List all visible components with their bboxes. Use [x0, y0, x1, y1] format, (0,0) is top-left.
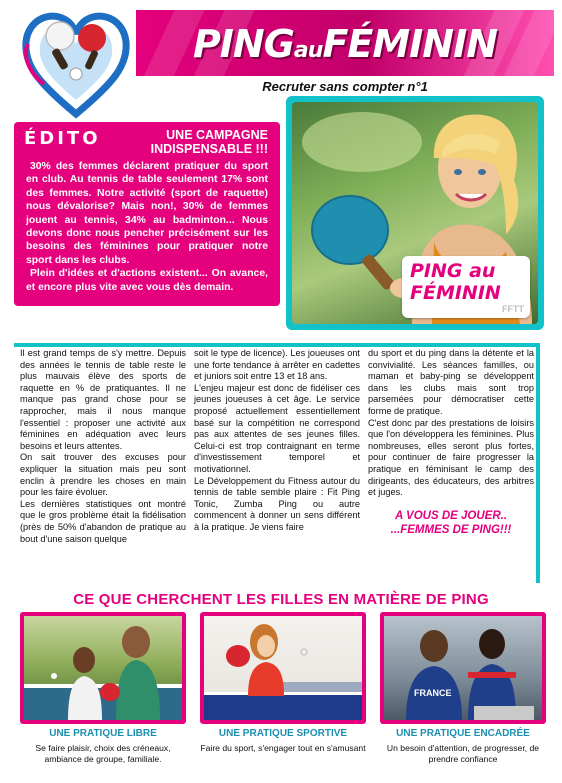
cta-line2: ...FEMMES DE PING!!! [390, 523, 512, 536]
section-title: CE QUE CHERCHENT LES FILLES EN MATIÈRE DE PING [73, 591, 489, 608]
hero-photo-frame [286, 96, 544, 330]
title-banner [136, 10, 554, 76]
card-description: Un besoin d'attention, de progresser, de prendre confiance [386, 743, 540, 764]
article-column-2 [194, 348, 360, 580]
jersey-text: FRANCE [414, 688, 452, 698]
badge-line2: FÉMININ [410, 282, 501, 304]
article-paragraph: Il est grand temps de s'y mettre. Depuis des années le tennis de table reste le plus mauvais élève des sports de raquette en % de pratiquantes. Il ne manque pas grand chose pour se rapprocher, mais il nous manque l'essentiel : proposer une activité aux féminines en adéquation avec leurs besoins et leurs attentes. [20, 348, 186, 451]
card-label: UNE PRATIQUE LIBRE [49, 728, 157, 739]
card-label: UNE PRATIQUE SPORTIVE [218, 728, 348, 739]
ping-au-feminin-badge [402, 256, 530, 318]
card-photo-coaching [380, 612, 546, 724]
banner-title [136, 22, 554, 66]
card-description: Se faire plaisir, choix des créneaux, ambiance de groupe, familiale. [35, 743, 171, 764]
issue-subtitle: Recruter sans compter n°1 [262, 79, 428, 94]
card-label: UNE PRATIQUE ENCADRÉE [396, 728, 530, 739]
card-description: Faire du sport, s'engager tout en s'amusant [200, 743, 366, 753]
badge-line1: PING au [410, 260, 496, 282]
article-paragraph: C'est donc par des prestations de loisirs que l'on développera les féminines. Plus nombreuses, elles seront plus fortes, pour continuer de faire progresser la pratique en féminisant le camp des dirigeants, des éducateurs, des arbitres et juges. [368, 417, 534, 498]
article-paragraph: Les dernières statistiques ont montré que le gros problème était la fidélisation (près de 50% d'abandon de pratique au bout d'une saison quelque [20, 498, 186, 544]
article-column-3 [368, 348, 534, 580]
article-paragraph: Le Développement du Fitness autour du tennis de table semble plaire : Fit Ping Tonic, Zumba Ping ou autre commencent à donner un sens différent à la pratique. Je viens faire [194, 475, 360, 532]
article-column-1 [20, 348, 186, 580]
banner-ping: PING [192, 22, 294, 66]
edito-paragraph: 30% des femmes déclarent pratiquer du sport en club. Au tennis de table seulement 17% sont des femmes. Notre activité (sport de raquette) nous dévalorise? Mais non!, 30% de femmes jouent au tennis, 34% au badminton... Nous devons donc nous pencher précisément sur les besoins des féminines pour pratiquer notre sport dans les clubs. [26, 161, 268, 266]
edito-title: UNE CAMPAGNE INDISPENSABLE !!! [150, 128, 268, 156]
hero-photo [292, 102, 538, 324]
article-paragraph: On sait trouver des excuses pour expliquer la situation mais peu sont enclin à prendre les choses en main pour les faire évoluer. [20, 452, 186, 498]
card-photo-family [20, 612, 186, 724]
card-photo-player [200, 612, 366, 724]
fftt-logo: FFTT [502, 304, 524, 314]
call-to-action [368, 509, 534, 537]
banner-au: au [293, 38, 323, 63]
practice-card-sportive [200, 612, 366, 765]
banner-feminin: FÉMININ [322, 22, 498, 66]
article-paragraph: soit le type de licence). Les joueuses ont une forte tendance à arrêter en cadettes et juniors soit entre 13 et 18 ans. [194, 348, 360, 382]
article-columns [20, 348, 534, 580]
ping-heart-logo [20, 4, 132, 122]
practice-card-encadree [380, 612, 546, 765]
edito-paragraph: Plein d'idées et d'actions existent... On avance, et encore plus vite avec vous dès demain. [26, 268, 268, 293]
practice-card-libre [20, 612, 186, 765]
edito-label: ÉDITO [24, 128, 101, 149]
cta-line1: A VOUS DE JOUER.. [394, 509, 508, 522]
edito-box [14, 122, 280, 306]
article-paragraph: L'enjeu majeur est donc de fidéliser ces jeunes joueuses à cet âge. Le service proposé actuellement essentiellement basé sur la compétition ne correspond pas aux attentes de ses jeunes filles. Celui-ci est trop contraignant en terme d'investissement temporel et motivationnel. [194, 382, 360, 474]
edito-text [26, 160, 268, 294]
practice-cards [20, 612, 548, 765]
article-paragraph: du sport et du ping dans la détente et la convivialité. Les séances familles, ou maman et baby-ping se développent dans les clubs mais sont trop parsemées pour démocratiser cette forme de pratique. [368, 348, 534, 416]
